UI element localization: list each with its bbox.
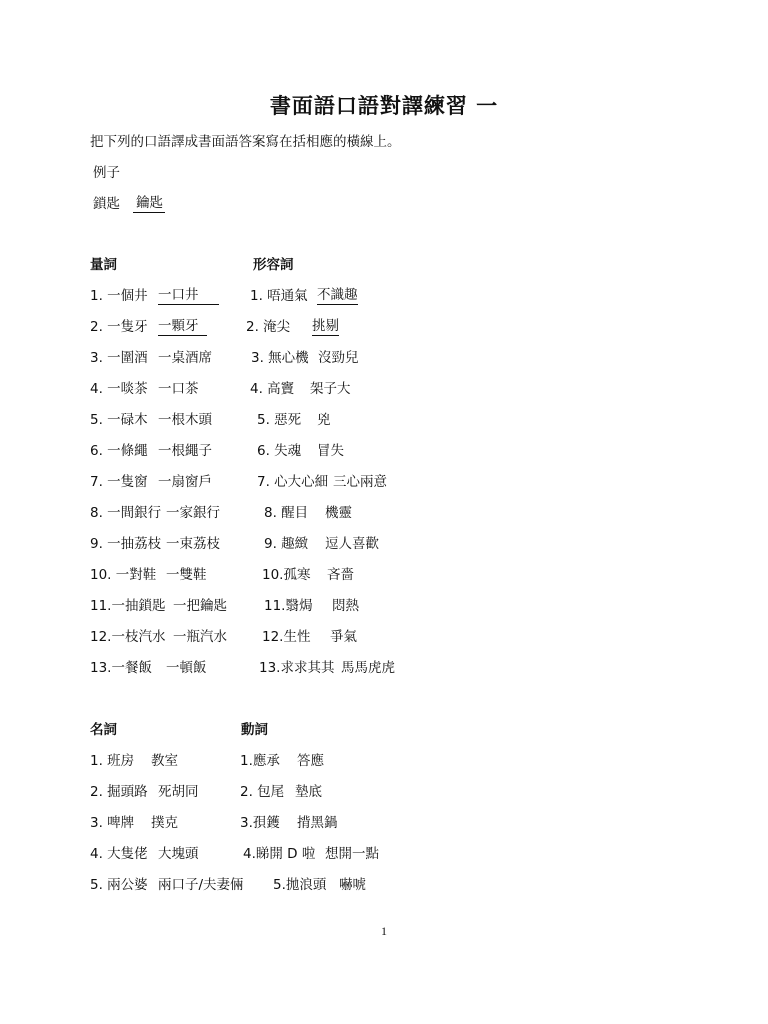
answer-underlined: 一口井	[158, 289, 219, 305]
section-header-verbs: 動詞	[241, 722, 268, 738]
list-item-answer: 撲克	[151, 815, 178, 831]
list-item-question: 12.一枝汽水	[90, 629, 166, 645]
list-item-answer: 冒失	[317, 443, 344, 459]
list-item-answer: 馬馬虎虎	[341, 660, 395, 676]
list-item-answer: 一頓飯	[166, 660, 207, 676]
list-item-question: 3. 無心機	[251, 350, 309, 366]
list-item-question: 8. 一間銀行	[90, 505, 162, 521]
list-item-question: 2. 包尾	[240, 784, 285, 800]
list-item-question: 11.翳焗	[264, 598, 313, 614]
list-item-question: 6. 失魂	[257, 443, 302, 459]
list-item-answer: 一雙鞋	[166, 567, 207, 583]
example-written-answer	[133, 197, 165, 213]
list-item-answer: 機靈	[325, 505, 352, 521]
list-item-question: 3. 一圍酒	[90, 350, 148, 366]
list-item-answer: 一根木頭	[158, 412, 212, 428]
list-item-answer: 一扇窗戶	[158, 474, 212, 490]
list-item-answer	[312, 320, 339, 336]
list-item-answer: 架子大	[310, 381, 351, 397]
example-answer-text: 鑰匙	[133, 197, 165, 213]
list-item-answer: 一瓶汽水	[173, 629, 227, 645]
list-item-question: 8. 醒目	[264, 505, 309, 521]
list-item-question: 5. 一碌木	[90, 412, 148, 428]
list-item-answer: 一口茶	[158, 381, 199, 397]
list-item-question: 7. 心大心細	[257, 474, 329, 490]
page-number: 1	[381, 924, 387, 938]
list-item-question: 10. 一對鞋	[90, 567, 157, 583]
example-label: 例子	[93, 165, 120, 181]
list-item-question: 5. 惡死	[257, 412, 302, 428]
answer-underlined: 一顆牙	[158, 320, 207, 336]
list-item-question: 2. 一隻牙	[90, 319, 148, 335]
list-item-question: 6. 一條繩	[90, 443, 148, 459]
list-item-question: 1.應承	[240, 753, 280, 769]
list-item-answer: 悶熱	[332, 598, 359, 614]
list-item-answer: 一家銀行	[166, 505, 220, 521]
list-item-answer: 一把鑰匙	[173, 598, 227, 614]
list-item-answer: 兩口子/夫妻倆	[158, 877, 244, 893]
section-header-nouns: 名詞	[90, 722, 117, 738]
list-item-answer: 吝嗇	[327, 567, 354, 583]
list-item-question: 4. 一啖茶	[90, 381, 148, 397]
list-item-question: 13.一餐飯	[90, 660, 152, 676]
list-item-question: 1. 唔通氣	[250, 288, 308, 304]
list-item-question: 2. 淹尖	[246, 319, 291, 335]
list-item-answer: 大塊頭	[158, 846, 199, 862]
list-item-answer	[317, 289, 358, 305]
list-item-question: 1. 班房	[90, 753, 135, 769]
list-item-question: 10.孤寒	[262, 567, 311, 583]
list-item-answer: 爭氣	[330, 629, 357, 645]
instruction-text: 把下列的口語譯成書面語答案寫在括相應的橫線上。	[90, 134, 401, 150]
list-item-answer: 一桌酒席	[158, 350, 212, 366]
list-item-question: 4. 高竇	[250, 381, 295, 397]
list-item-answer: 教室	[151, 753, 178, 769]
list-item-answer: 三心兩意	[333, 474, 387, 490]
list-item-answer	[158, 320, 207, 336]
list-item-question: 9. 趣緻	[264, 536, 309, 552]
list-item-question: 11.一抽鎖匙	[90, 598, 166, 614]
list-item-answer: 兇	[317, 412, 331, 428]
list-item-question: 13.求求其其	[259, 660, 335, 676]
list-item-question: 5. 兩公婆	[90, 877, 148, 893]
section-header-adjectives: 形容詞	[253, 257, 294, 273]
answer-underlined: 不識趣	[317, 287, 358, 303]
list-item-answer: 墊底	[295, 784, 322, 800]
list-item-answer	[158, 289, 219, 305]
list-item-question: 9. 一抽荔枝	[90, 536, 162, 552]
list-item-question: 2. 掘頭路	[90, 784, 148, 800]
list-item-question: 4. 大隻佬	[90, 846, 148, 862]
list-item-answer: 一根繩子	[158, 443, 212, 459]
list-item-question: 3. 啤牌	[90, 815, 135, 831]
list-item-answer: 想開一點	[325, 846, 379, 862]
example-colloquial: 鎖匙	[93, 196, 120, 212]
list-item-question: 7. 一隻窗	[90, 474, 148, 490]
list-item-answer: 嚇唬	[339, 877, 366, 893]
list-item-question: 5.拋浪頭	[273, 877, 327, 893]
list-item-question: 4.睇開 D 啦	[243, 846, 316, 862]
list-item-answer: 沒勁兒	[318, 350, 359, 366]
list-item-question: 3.孭鑊	[240, 815, 280, 831]
list-item-answer: 逗人喜歡	[325, 536, 379, 552]
list-item-answer: 一束荔枝	[166, 536, 220, 552]
list-item-question: 1. 一個井	[90, 288, 148, 304]
list-item-question: 12.生性	[262, 629, 311, 645]
page-title: 書面語口語對譯練習 一	[269, 94, 499, 118]
answer-underlined: 挑剔	[312, 318, 339, 334]
list-item-answer: 揹黑鍋	[297, 815, 338, 831]
list-item-answer: 答應	[297, 753, 324, 769]
list-item-answer: 死胡同	[158, 784, 199, 800]
section-header-measure-words: 量詞	[90, 257, 117, 273]
